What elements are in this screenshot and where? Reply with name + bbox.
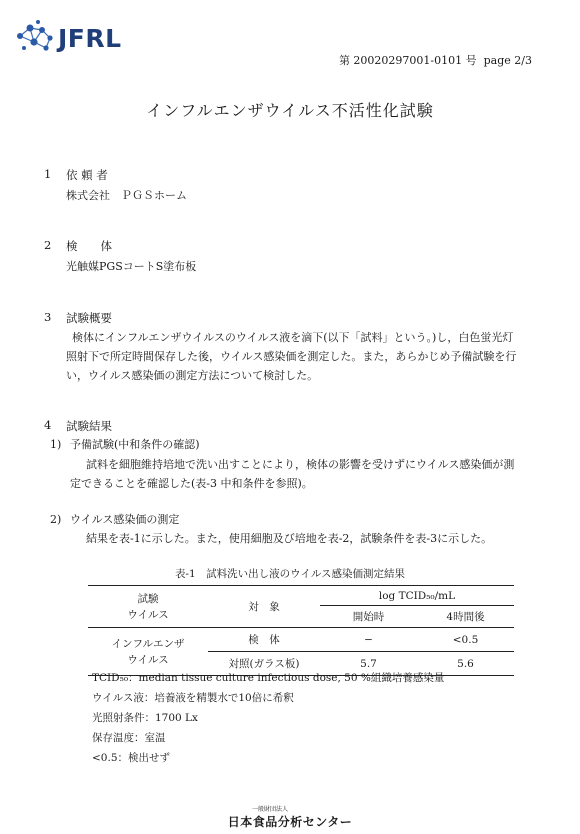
note-line: <0.5：検出せず: [92, 752, 170, 764]
page-indicator: page 2/3: [483, 54, 532, 67]
org-type: 一般財団法人: [251, 806, 288, 813]
overview-line: 照射下で所定時間保存した後，ウイルス感染価を測定した。また，あらかじめ予備試験を行: [66, 350, 517, 363]
section-1-heading: 依 頼 者: [66, 168, 108, 182]
preliminary-line: 定できることを確認した(表-3 中和条件を参照)。: [70, 477, 313, 490]
table-notes: [92, 668, 444, 768]
subsection-1-heading: 予備試験(中和条件の確認): [70, 438, 200, 451]
header-test-virus: [88, 586, 208, 628]
table-row: [88, 628, 514, 652]
start-value-cell: −: [364, 633, 373, 646]
section-4-number: 4: [44, 418, 52, 432]
header-4h: 4時間後: [446, 611, 485, 623]
section-3-heading: 試験概要: [66, 311, 112, 325]
virus-name-line: インフルエンザ: [111, 637, 185, 650]
logo-text: JFRL: [58, 24, 122, 53]
start-value-cell: 5.7: [360, 657, 377, 670]
measurement-line: 結果を表-1に示した。また，使用細胞及び培地を表-2，試験条件を表-3に示した。: [86, 532, 493, 545]
note-line: TCID₅₀：median tissue culture infectious dose, 50 %組織培養感染量: [92, 672, 445, 684]
page-title: インフルエンザウイルス不活性化試験: [146, 101, 434, 120]
overview-line: 検体にインフルエンザウイルスのウイルス液を滴下(以下「試料」という。)し，白色蛍光灯: [72, 331, 514, 344]
section-1-number: 1: [44, 167, 52, 181]
header-value-unit: log TCID₅₀/mL: [320, 586, 514, 606]
molecule-icon: [14, 18, 58, 58]
section-2-number: 2: [44, 238, 52, 252]
note-line: 光照射条件：1700 Lx: [92, 712, 198, 724]
section-3-number: 3: [44, 310, 52, 324]
org-name: 日本食品分析センター: [227, 815, 353, 829]
after4h-value-cell: 5.6: [457, 657, 474, 670]
section-4-heading: 試験結果: [66, 419, 112, 433]
footer-organization: [0, 804, 580, 830]
note-line: ウイルス液：培養液を精製水で10倍に希釈: [92, 692, 294, 704]
subsection-1-number: 1): [50, 438, 62, 451]
subsection-2-number: 2): [50, 513, 62, 526]
header-target: 対 象: [248, 601, 280, 613]
after4h-value-cell: <0.5: [452, 633, 479, 646]
header-virus: ウイルス: [127, 608, 169, 621]
subsection-2-heading: ウイルス感染価の測定: [70, 513, 180, 526]
doc-number: 第 20020297001-0101 号: [338, 54, 477, 67]
overview-line: い，ウイルス感染価の測定方法について検討した。: [66, 369, 319, 382]
client-name: 株式会社 ＰＧＳホーム: [66, 189, 187, 202]
header-test: 試験: [137, 592, 159, 605]
section-2-heading: 検 体: [66, 239, 112, 253]
target-cell: 検 体: [248, 634, 280, 646]
table-caption: 表-1 試料洗い出し液のウイルス感染価測定結果: [174, 568, 406, 580]
results-table: [88, 585, 514, 676]
preliminary-line: 試料を細胞維持培地で洗い出すことにより，検体の影響を受けずにウイルス感染価が測: [86, 458, 515, 471]
virus-name-line: ウイルス: [127, 653, 169, 666]
document-number: [339, 52, 532, 68]
note-line: 保存温度：室温: [92, 732, 166, 744]
header-start: 開始時: [352, 611, 385, 623]
sample-name: 光触媒PGSコートS塗布板: [66, 260, 197, 273]
target-cell: 対照(ガラス板): [228, 658, 300, 670]
